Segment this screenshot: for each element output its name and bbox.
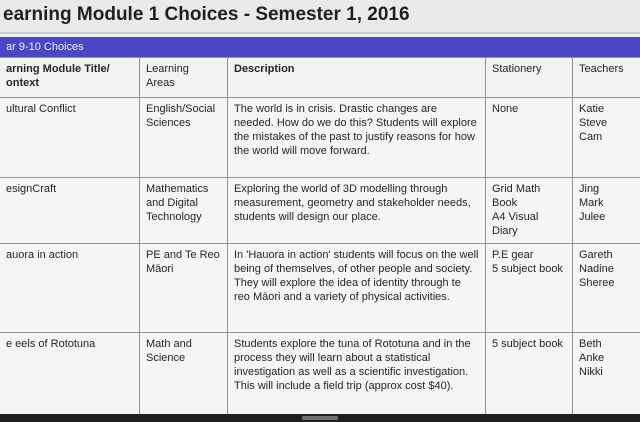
module-cell: ultural Conflict [0,98,140,178]
teachers-cell: Beth Anke Nikki [573,333,640,415]
description-cell: In 'Hauora in action' students will focus on the well being of themselves, of other people and society. They will explore the idea of identity through te reo Māori and a variety of physical activities. [228,244,486,333]
description-cell: Students explore the tuna of Rototuna and in the process they will learn about a statistical investigation as well as a scientific investigation. This will include a field trip (approx cost $40). [228,333,486,415]
teachers-cell: Katie Steve Cam [573,98,640,178]
areas-cell: Math and Science [140,333,228,415]
description-cell: The world is in crisis. Drastic changes are needed. How do we do this? Students will explore the mistakes of the past to justify reasons for how the world will move forward. [228,98,486,178]
table-row [0,178,640,244]
stationery-cell: P.E gear 5 subject book [486,244,573,333]
stationery-cell: None [486,98,573,178]
module-cell: esignCraft [0,178,140,244]
table-row [0,98,640,178]
description-cell: Exploring the world of 3D modelling through measurement, geometry and stakeholder needs, students will design our place. [228,178,486,244]
monitor-logo [302,416,338,420]
table-row [0,244,640,333]
areas-cell: PE and Te Reo Māori [140,244,228,333]
teachers-cell: Jing Mark Julee [573,178,640,244]
column-header-module: arning Module Title/ ontext [0,58,140,98]
table-header-row [0,58,640,98]
section-header: ar 9-10 Choices [0,37,640,57]
module-cell: auora in action [0,244,140,333]
column-header-stationery: Stationery [486,58,573,98]
stationery-cell: 5 subject book [486,333,573,415]
choices-table [0,57,640,414]
stationery-cell: Grid Math Book A4 Visual Diary [486,178,573,244]
page-title: earning Module 1 Choices - Semester 1, 2016 [0,0,640,34]
column-header-areas: Learning Areas [140,58,228,98]
column-header-teachers: Teachers [573,58,640,98]
areas-cell: Mathematics and Digital Technology [140,178,228,244]
teachers-cell: Gareth Nadine Sheree [573,244,640,333]
column-header-description: Description [228,58,486,98]
areas-cell: English/Social Sciences [140,98,228,178]
module-cell: e eels of Rototuna [0,333,140,415]
table-row [0,333,640,415]
